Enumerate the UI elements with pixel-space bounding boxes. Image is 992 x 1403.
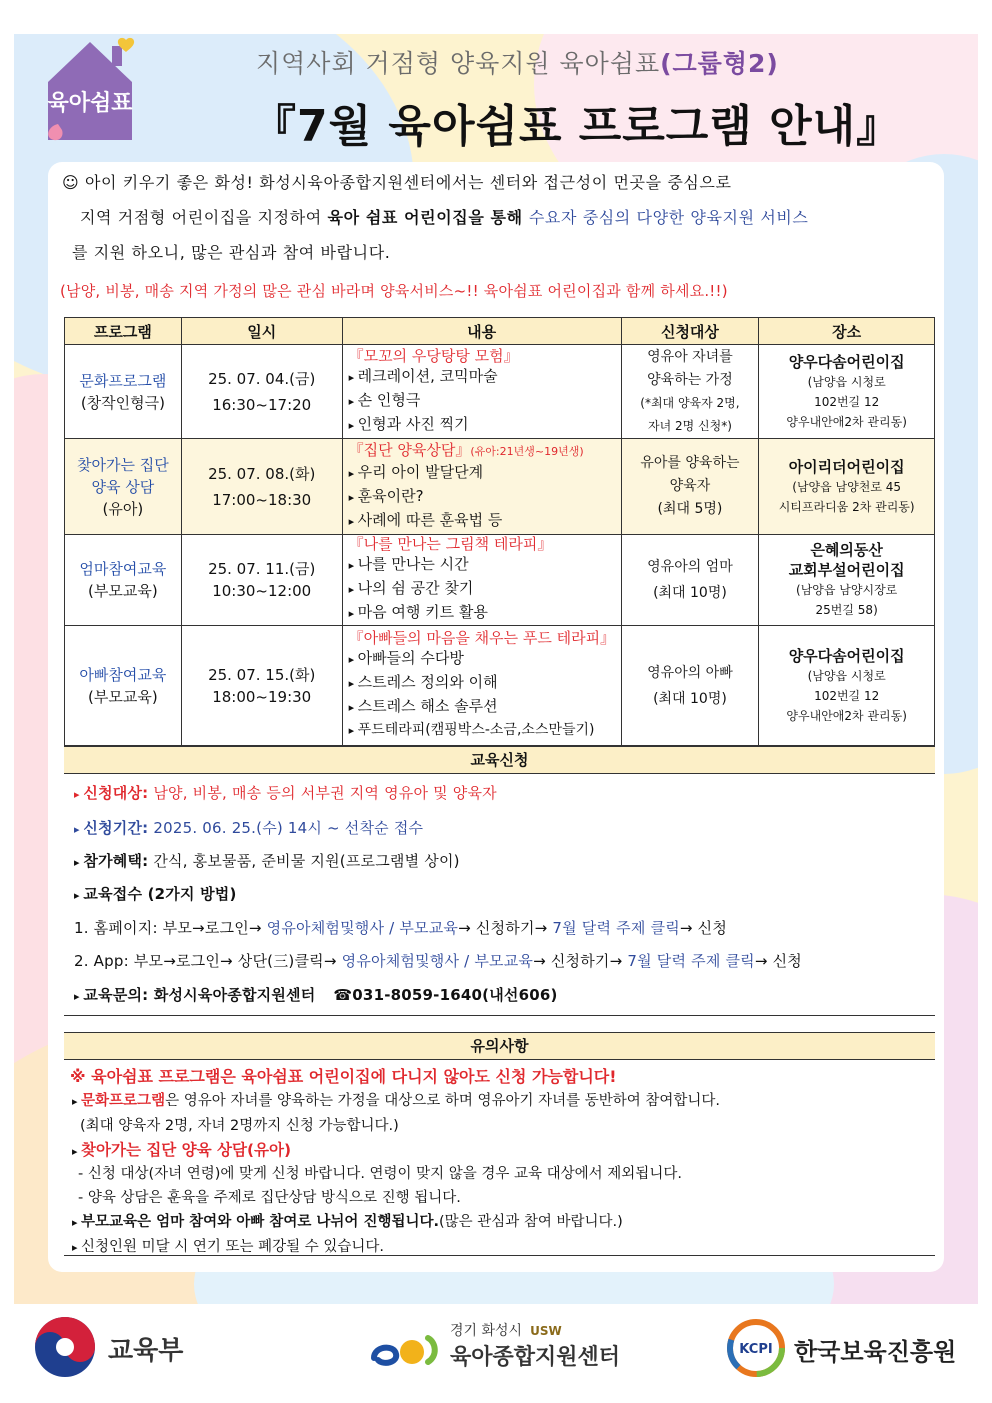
m2-part: 2. App: 부모 [74,952,164,970]
place-name: 양우다솜어린이집 [788,646,905,665]
center-top-text: 경기 화성시 [450,1323,523,1339]
place-address: (남양읍 시청로 [807,374,886,389]
moe-logo [34,1312,214,1392]
apply-method-1 [74,917,727,938]
cell-content [342,345,621,439]
arrow-icon: → [163,952,176,970]
notice-counsel: 찾아가는 집단 양육 상담(유아) [81,1141,292,1159]
table-header-row [65,318,935,345]
content-item: ▸ 레크레이션, 코믹마술 [349,365,621,389]
program-time: 10:30~12:00 [212,582,312,600]
table-row [65,439,935,535]
program-name-2: 양육 상담 [91,477,155,496]
kcpi-emblem-icon [724,1316,788,1380]
program-date: 25. 07. 08.(화) [208,464,316,483]
divider [64,1255,935,1256]
table-row [65,535,935,626]
cell-place [759,345,935,439]
apply-benefit: ▸ 참가혜택: 간식, 홍보물품, 준비물 지원(프로그램별 상이) [74,852,460,870]
logo-text: 육아쉼표 [47,91,133,116]
cell-target [621,345,759,439]
usw-text: USW [530,1324,562,1338]
target-line: (최대 10명) [653,690,727,707]
cell-date [181,439,342,535]
program-name: 문화프로그램 [79,371,167,390]
intro-line-4: (남양, 비봉, 매송 지역 가정의 많은 관심 바라며 양육서비스~!! 육아쉼표 어린이집과 함께 하세요.!!) [60,282,728,300]
target-line: (최대 5명) [657,501,723,517]
yukashimpyo-logo [40,36,140,148]
cell-program [65,535,182,626]
content-title-note: (유아:21년생~19년생) [470,444,584,458]
page-title: 『7월 육아쉼표 프로그램 안내』 [252,101,902,152]
intro-line-3: 를 지원 하오니, 많은 관심과 참여 바랍니다. [72,243,391,262]
cell-program [65,345,182,439]
apply-method-label: 교육접수 (2가지 방법) [83,885,237,903]
content-title: 『나를 만나는 그림책 테라피』 [348,535,553,553]
m2-part: 영유아체험및행사 / 부모교육 [336,952,534,970]
kcpi-badge: KCPI [739,1342,773,1357]
arrow-icon: → [323,952,337,970]
intro-line-1: ☺ 아이 키우기 좋은 화성! 화성시육아종합지원센터에서는 센터와 접근성이 먼곳을 중심으로 [62,173,732,192]
notice-section-header: 유의사항 [64,1032,935,1060]
kcpi-text: 한국보육진흥원 [794,1338,957,1366]
cell-place [759,535,935,626]
arrow-icon: → [679,919,693,937]
apply-target: ▸ 신청대상: 남양, 비봉, 매송 등의 서부권 지역 영유아 및 양육자 [74,784,497,802]
place-address: 시티프라디움 2차 관리동) [778,499,915,514]
m1-part: 신청 [692,919,728,937]
th-content: 내용 [342,318,621,345]
table-row [65,626,935,746]
target-line: 자녀 2명 신청*) [647,418,732,433]
cell-target [621,626,759,746]
program-type: (부모교육) [88,582,158,600]
cell-date [181,535,342,626]
place-address: 25번길 58) [815,603,878,617]
content-item: ▸ 스트레스 해소 솔루션 [349,695,621,719]
target-line: (*최대 양육자 2명, [640,395,740,410]
m2-part: 7월 달력 주제 클릭 [622,952,755,970]
sub-title-main: 지역사회 거점형 양육지원 육아쉼표 [256,49,661,78]
contact-phone: ☎031-8059-1640(내선606) [333,986,558,1004]
table-row [65,345,935,439]
content-title-text: 『집단 양육상담』 [348,440,471,459]
target-line: 영유아의 아빠 [647,664,733,681]
content-item: ▸ 우리 아이 발달단계 [349,461,621,485]
content-item: ▸ 나의 쉼 공간 찾기 [349,577,621,601]
content-item: ▸ 인형과 사진 찍기 [349,413,621,437]
intro-line-2a: 지역 거점형 어린이집을 지정하여 [80,208,328,227]
cell-target [621,535,759,626]
target-line: 영유아의 엄마 [647,559,733,575]
arrow-icon: → [533,952,546,970]
moe-text: 교육부 [108,1336,184,1366]
center-main-text: 육아종합지원센터 [450,1345,621,1370]
center-logo [370,1312,640,1392]
content-item: ▸ 푸드테라피(캠핑박스-소금,소스만들기) [349,719,621,742]
contact-label: 교육문의: 화성시육아종합지원센터 [83,986,316,1004]
notice-line-1: ※ 육아쉼표 프로그램은 육아쉼표 어린이집에 다니지 않아도 신청 가능합니다! [70,1067,617,1086]
sub-title [256,44,779,80]
m1-part: 로그인 [204,919,249,937]
notice-line-7-text: (많은 관심과 참여 바랍니다.) [439,1214,623,1230]
cell-content [342,535,621,626]
th-place: 장소 [759,318,935,345]
m1-part: 7월 달력 주제 클릭 [547,919,680,937]
content-title [349,441,621,461]
program-date: 25. 07. 04.(금) [208,369,316,388]
arrow-icon: → [754,952,768,970]
apply-contact: ▸ 교육문의: 화성시육아종합지원센터 ☎031-8059-1640(내선606) [74,986,558,1004]
cell-program [65,626,182,746]
sub-title-group: (그룹형2) [660,49,779,78]
program-table [64,317,935,746]
apply-method: ▸ 교육접수 (2가지 방법) [74,885,237,903]
target-line: 양육하는 가정 [647,371,733,388]
place-address: (남양읍 남양시장로 [796,583,898,597]
place-address: 양우내안애2차 관리동) [786,414,907,429]
notice-line-8-text: 신청인원 미달 시 연기 또는 폐강될 수 있습니다. [81,1239,385,1255]
place-name-2: 교회부설어린이집 [788,561,905,579]
cell-place [759,439,935,535]
content-item: ▸ 아빠들의 수다방 [349,647,621,671]
notice-line-4: ▸ 찾아가는 집단 양육 상담(유아) [72,1141,292,1159]
program-type: (부모교육) [88,687,158,706]
arrow-icon: → [248,919,262,937]
arrow-icon: → [609,952,623,970]
apply-period-label: 신청기간: [83,819,149,837]
taegeuk-icon [34,1316,96,1378]
m1-part: 영유아체험및행사 / 부모교육 [261,919,459,937]
place-name: 아이리더어린이집 [788,457,905,476]
program-time: 17:00~18:30 [212,490,312,509]
m2-part: 신청하기 [545,952,610,970]
notice-line-2: ▸ 문화프로그램은 영유아 자녀를 양육하는 가정을 대상으로 하며 영유아기 자녀를 동반하여 참여합니다. [72,1093,721,1109]
target-line: 영유아 자녀를 [647,348,733,365]
m2-part: 상단(三)클릭 [232,952,324,970]
notice-line-6: - 양육 상담은 훈육을 주제로 집단상담 방식으로 진행 됩니다. [78,1190,461,1206]
notice-line-2-text: 은 영유아 자녀를 양육하는 가정을 대상으로 하며 영유아기 자녀를 동반하여 참여합니다. [165,1093,721,1109]
intro-line-2 [80,208,808,228]
program-date: 25. 07. 15.(화) [208,665,316,684]
target-line: 유아를 양육하는 [640,455,740,471]
th-program: 프로그램 [65,318,182,345]
arrow-icon: → [534,919,548,937]
notice-parent-edu: 부모교육은 엄마 참여와 아빠 참여로 나뉘어 진행됩니다. [81,1214,439,1230]
content-item: ▸ 훈육이란? [349,485,621,509]
notice-line-5: - 신청 대상(자녀 연령)에 맞게 신청 바랍니다. 연령이 맞지 않을 경우 교육 대상에서 제외됩니다. [78,1166,682,1182]
apply-period: ▸ 신청기간: 2025. 06. 25.(수) 14시 ~ 선착순 접수 [74,819,424,837]
apply-benefit-label: 참가혜택: [83,852,149,870]
program-date: 25. 07. 11.(금) [208,560,316,578]
apply-target-label: 신청대상: [83,784,149,802]
th-datetime: 일시 [181,318,342,345]
program-name: 엄마참여교육 [79,560,167,578]
program-type: (유아) [102,499,144,518]
cell-program [65,439,182,535]
content-title: 『아빠들의 마음을 채우는 푸드 테라피』 [348,629,616,647]
divider [64,1015,935,1016]
program-time: 18:00~19:30 [212,687,312,706]
cell-date [181,345,342,439]
program-time: 16:30~17:20 [212,395,312,414]
m1-part: 신청하기 [470,919,535,937]
apply-benefit-text: 간식, 홍보물품, 준비물 지원(프로그램별 상이) [148,852,460,870]
m2-part: 신청 [767,952,802,970]
place-address: (남양읍 남양천로 45 [792,479,902,494]
place-name: 양우다솜어린이집 [788,352,905,371]
arrow-icon: → [458,919,471,937]
notice-line-3: (최대 양육자 2명, 자녀 2명까지 신청 가능합니다.) [80,1118,399,1134]
content-item: ▸ 나를 만나는 시간 [349,553,621,577]
place-address: 102번길 12 [814,688,880,703]
target-line: (최대 10명) [653,585,727,601]
content-title: 『모꼬의 우당탕탕 모험』 [348,346,519,365]
apply-section-header: 교육신청 [64,746,935,774]
cell-date [181,626,342,746]
cell-target [621,439,759,535]
target-line: 양육자 [669,478,711,494]
notice-line-8: ▸ 신청인원 미달 시 연기 또는 폐강될 수 있습니다. [72,1239,385,1255]
m1-part: 1. 홈페이지: 부모 [74,919,193,937]
cell-content [342,439,621,535]
content-item: ▸ 손 인형극 [349,389,621,413]
place-address: (남양읍 시청로 [807,668,886,683]
th-target: 신청대상 [621,318,759,345]
place-address: 양우내안애2차 관리동) [786,708,907,723]
apply-period-text: 2025. 06. 25.(수) 14시 ~ 선착순 접수 [148,819,424,837]
content-item: ▸ 사례에 따른 훈육법 등 [349,509,621,533]
center-emblem-icon [370,1324,440,1376]
intro-line-2c: 수요자 중심의 다양한 양육지원 서비스 [528,208,809,227]
notice-culture: 문화프로그램 [81,1093,166,1109]
notice-line-7: ▸ 부모교육은 엄마 참여와 아빠 참여로 나뉘어 진행됩니다.(많은 관심과 참여 바랍니다.) [72,1214,623,1230]
cell-content [342,626,621,746]
apply-target-text: 남양, 비봉, 매송 등의 서부권 지역 영유아 및 양육자 [148,784,497,802]
place-name: 은혜의동산 [810,541,883,559]
program-type: (창작인형극) [80,393,165,412]
place-address: 102번길 12 [814,394,880,409]
arrow-icon: → [220,952,233,970]
content-item: ▸ 스트레스 정의와 이해 [349,671,621,695]
intro-line-2b: 육아 쉼표 어린이집을 통해 [327,208,529,227]
apply-method-2 [74,950,802,971]
arrow-icon: → [192,919,205,937]
content-item: ▸ 마음 여행 키트 활용 [349,601,621,625]
m2-part: 로그인 [175,952,221,970]
program-name: 아빠참여교육 [79,665,167,684]
cell-place [759,626,935,746]
kcpi-logo [724,1312,957,1392]
program-name: 찾아가는 집단 [77,455,169,474]
